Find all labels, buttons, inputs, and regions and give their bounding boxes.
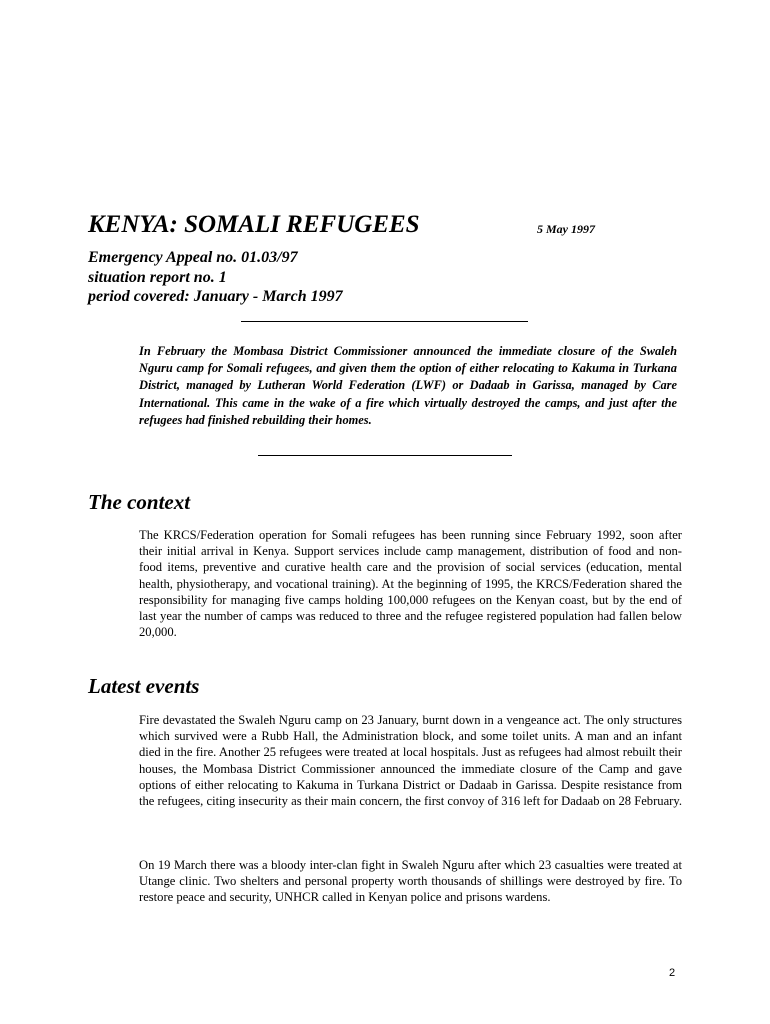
document-title: KENYA: SOMALI REFUGEES bbox=[88, 211, 420, 238]
section-heading-latest-events: Latest events bbox=[88, 674, 200, 698]
report-date: 5 May 1997 bbox=[537, 222, 595, 236]
period-covered: period covered: January - March 1997 bbox=[88, 288, 343, 305]
latest-events-paragraph: On 19 March there was a bloody inter-clan fight in Swaleh Nguru after which 23 casualties were treated at Utange clinic. Two shelters and personal property worth thousands of shillings were destroyed by fire. To restore peace and security, UNHCR called in Kenyan police and prisons wardens. bbox=[139, 858, 682, 905]
context-paragraph: The KRCS/Federation operation for Somali refugees has been running since February 1992, soon after their initial arrival in Kenya. Support services include camp management, distribution of food and non-food items, preventive and curative health care and the provision of social services (education, mental health, physiotherapy, and vocational training). At the beginning of 1995, the KRCS/Federation shared the responsibility for managing five camps holding 100,000 refugees on the Kenyan coast, but by the end of last year the number of camps was reduced to three and the refugee registered population had fallen below 20,000. bbox=[139, 528, 682, 640]
divider-bottom bbox=[258, 455, 512, 456]
summary-paragraph: In February the Mombasa District Commissioner announced the immediate closure of the Swaleh Nguru camp for Somali refugees, and given them the option of either relocating to Kakuma in Turkana District, managed by Lutheran World Federation (LWF) or Dadaab in Garissa, managed by Care International. This came in the wake of a fire which virtually destroyed the camps, and just after the refugees had finished rebuilding their homes. bbox=[139, 344, 677, 427]
latest-events-paragraph: Fire devastated the Swaleh Nguru camp on 23 January, burnt down in a vengeance act. The only structures which survived were a Rubb Hall, the Administration block, and some toilet units. A man and an infant died in the fire. Another 25 refugees were treated at local hospitals. Just as refugees had almost rebuilt their houses, the Mombasa District Commissioner announced the immediate closure of the Camp and gave options of either relocating to Kakuma in Turkana District or Dadaab in Garissa. Despite resistance from the refugees, citing insecurity as their main concern, the first convoy of 316 left for Dadaab on 28 February. bbox=[139, 713, 682, 809]
divider-top bbox=[241, 321, 528, 322]
page-number: 2 bbox=[669, 967, 676, 979]
report-number: situation report no. 1 bbox=[88, 268, 227, 286]
section-heading-context: The context bbox=[88, 490, 191, 514]
report-header bbox=[88, 248, 343, 307]
appeal-number: Emergency Appeal no. 01.03/97 bbox=[88, 249, 298, 266]
